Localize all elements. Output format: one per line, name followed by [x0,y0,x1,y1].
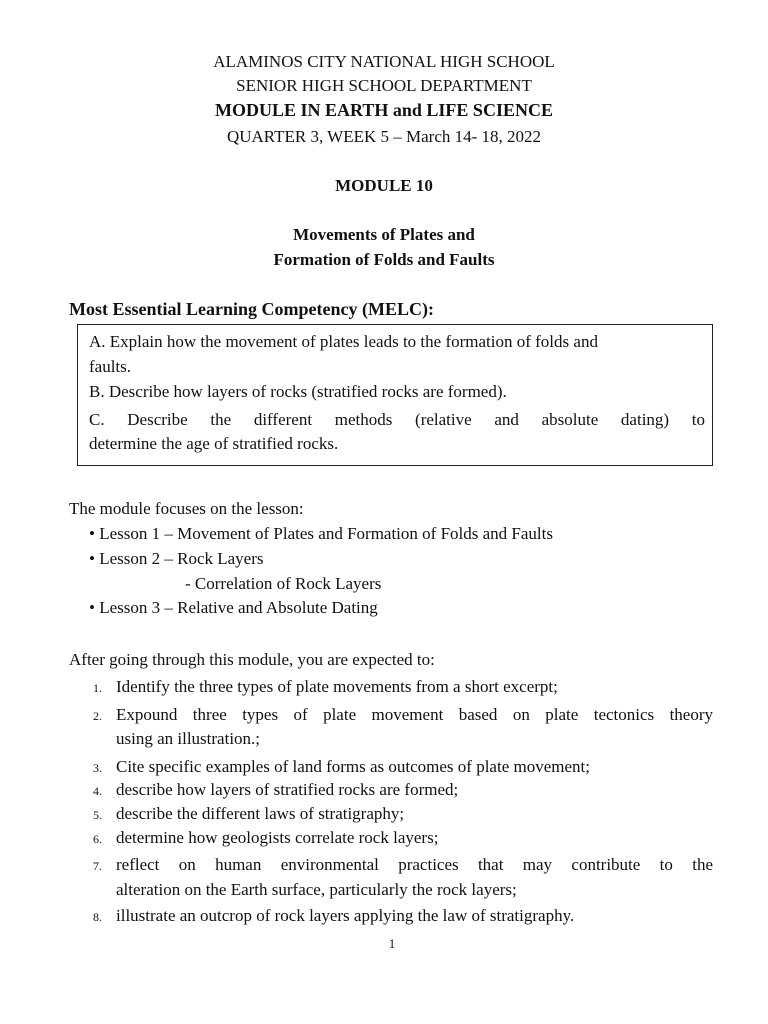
objective-text: illustrate an outcrop of rock layers applying the law of stratigraphy. [116,906,575,925]
objective-text-continued: using an illustration.; [116,729,261,748]
lesson-2: • Lesson 2 – Rock Layers [89,549,264,568]
objective-number: 4. [93,784,102,798]
module-subject-title: MODULE IN EARTH and LIFE SCIENCE [215,100,553,120]
module-number: MODULE 10 [335,176,433,195]
objective-number: 6. [93,832,102,846]
lesson-1: • Lesson 1 – Movement of Plates and Formation of Folds and Faults [89,524,553,543]
objective-number: 2. [93,709,102,723]
melc-a-line2: faults. [89,357,132,376]
objective-text: describe how layers of stratified rocks are formed; [116,780,459,799]
module-title-line1: Movements of Plates and [293,225,475,244]
melc-box [77,324,713,466]
department-name: SENIOR HIGH SCHOOL DEPARTMENT [236,76,532,95]
objective-number: 1. [93,681,102,695]
objective-text: reflect on human environmental practices that may contribute to the [116,855,713,874]
melc-c-line1: C. Describe the different methods (relative and absolute dating) to [89,410,705,429]
objective-text: Cite specific examples of land forms as outcomes of plate movement; [116,757,590,776]
melc-a-line1: A. Explain how the movement of plates leads to the formation of folds and [89,332,598,351]
melc-b: B. Describe how layers of rocks (stratified rocks are formed). [89,382,507,401]
melc-heading: Most Essential Learning Competency (MELC): [69,299,434,319]
objective-text: determine how geologists correlate rock layers; [116,828,439,847]
school-name: ALAMINOS CITY NATIONAL HIGH SCHOOL [213,52,555,71]
objective-text-continued: alteration on the Earth surface, particularly the rock layers; [116,880,517,899]
module-title-line2: Formation of Folds and Faults [273,250,495,269]
page-number: 1 [388,936,396,951]
focus-intro: The module focuses on the lesson: [69,499,304,518]
objective-text: describe the different laws of stratigraphy; [116,804,405,823]
objective-number: 3. [93,761,102,775]
melc-c-line2: determine the age of stratified rocks. [89,434,339,453]
lesson-3: • Lesson 3 – Relative and Absolute Dating [89,598,378,617]
objective-text: Expound three types of plate movement based on plate tectonics theory [116,705,713,724]
objectives-intro: After going through this module, you are expected to: [69,650,435,669]
objective-number: 8. [93,910,102,924]
schedule-line: QUARTER 3, WEEK 5 – March 14- 18, 2022 [226,127,542,146]
objective-text: Identify the three types of plate movements from a short excerpt; [116,677,558,696]
objective-number: 5. [93,808,102,822]
objective-number: 7. [93,859,102,873]
lesson-2-sub: - Correlation of Rock Layers [185,574,382,593]
